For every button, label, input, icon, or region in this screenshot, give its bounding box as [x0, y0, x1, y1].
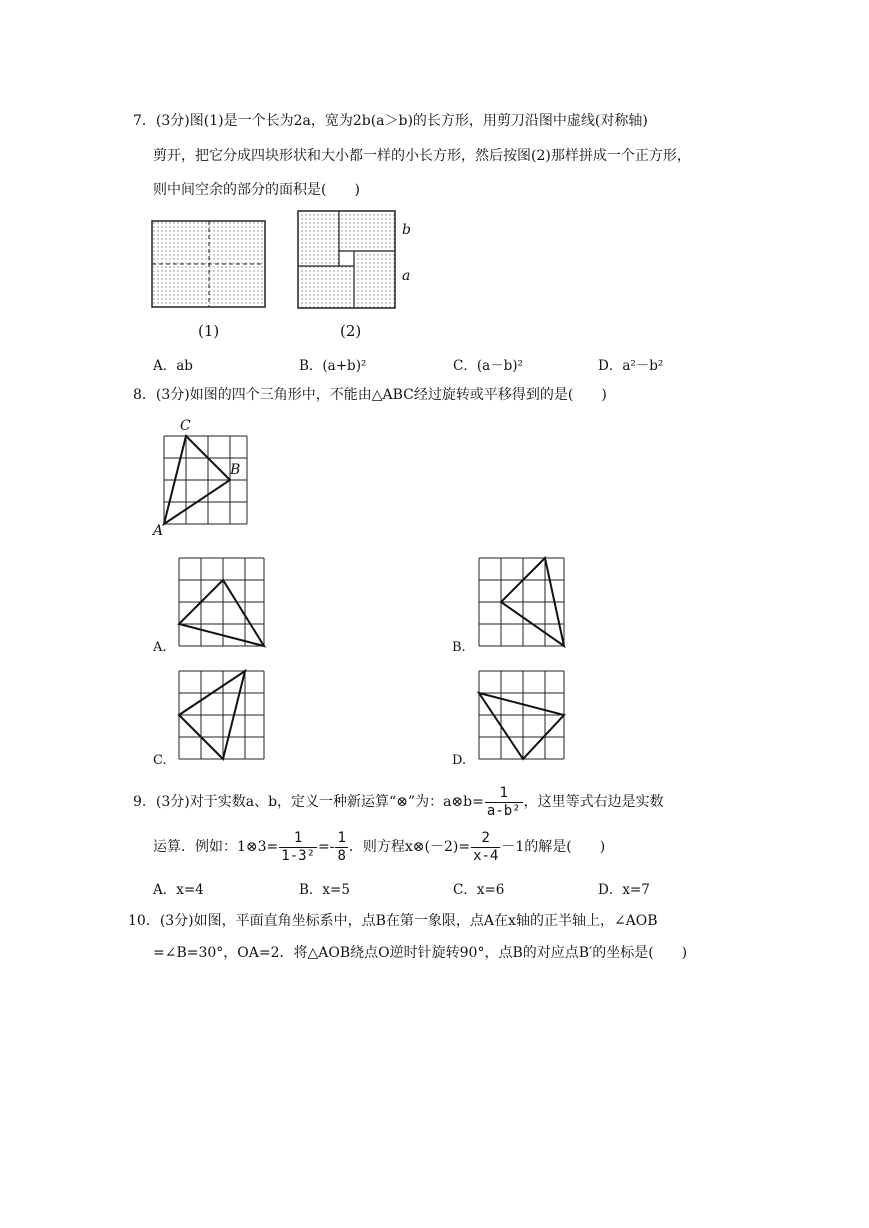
q9-eq-denominator: x-4 [473, 847, 499, 864]
q9-example-result-fraction [335, 830, 347, 865]
q9-line2-mid: ．则方程x⊗(－2)= [348, 839, 471, 855]
q8-line1: 8．(3分)如图的四个三角形中，不能由△ABC经过旋转或平移得到的是( ) [133, 387, 607, 403]
q8-option-d-label: D. [452, 753, 467, 768]
q9-option-b: B．x=5 [299, 882, 350, 898]
q9-line1 [133, 784, 664, 820]
q9-definition-fraction [485, 785, 523, 820]
q9-line2 [153, 829, 605, 865]
q9-line2-pre: 运算．例如：1⊗3= [153, 839, 279, 855]
q9-option-c: C．x=6 [453, 882, 505, 898]
q8-option-c-label: C. [153, 753, 167, 768]
q7-fig1-caption: (1) [198, 322, 220, 340]
q9-option-a: A．x=4 [153, 882, 204, 898]
q9-line2-post: －1的解是( ) [501, 839, 606, 855]
q9-ex2-numerator: 1 [337, 829, 346, 846]
q9-eq-numerator: 2 [471, 830, 500, 848]
q9-def-numerator: 1 [485, 785, 523, 803]
q8-label-b: B [230, 462, 241, 478]
q9-ex-denominator: 1-3² [281, 847, 315, 864]
q7-fig2-caption: (2) [340, 322, 362, 340]
q8-label-a: A [153, 523, 164, 539]
q7-line1: 7．(3分)图(1)是一个长为2a，宽为2b(a＞b)的长方形，用剪刀沿图中虚线(对称轴) [133, 113, 648, 129]
q8-option-a-label: A. [153, 640, 167, 655]
q7-fig2-square [298, 211, 395, 308]
q7-option-b: B．(a+b)² [299, 358, 367, 374]
q7-figures [140, 205, 440, 345]
q9-ex-numerator: 1 [279, 830, 317, 848]
q7-fig1-rectangle [152, 221, 265, 307]
q9-ex-equals: =- [318, 839, 335, 855]
q7-option-d: D．a²－b² [598, 358, 664, 374]
q10-line1: 10．(3分)如图，平面直角坐标系中，点B在第一象限，点A在x轴的正半轴上，∠AOB [128, 913, 658, 929]
q7-option-c: C．(a－b)² [453, 358, 523, 374]
q7-label-a: a [402, 268, 411, 284]
q7-option-a: A．ab [153, 358, 193, 374]
q8-option-a-figure [175, 554, 270, 649]
q8-option-d-figure [475, 667, 570, 762]
q9-line1-pre: 9．(3分)对于实数a、b，定义一种新运算“⊗”为：a⊗b= [133, 794, 484, 810]
q7-label-b: b [402, 222, 411, 238]
q8-abc-figure [150, 418, 260, 540]
q9-ex2-denominator: 8 [337, 847, 346, 864]
q9-option-d: D．x=7 [598, 882, 650, 898]
q7-line3: 则中间空余的部分的面积是( ) [153, 182, 360, 198]
q9-def-denominator: a-b² [486, 802, 521, 819]
q8-label-c: C [180, 418, 191, 434]
q9-equation-fraction [471, 830, 500, 865]
q10-line2: =∠B=30°，OA=2．将△AOB绕点O逆时针旋转90°，点B的对应点B′的坐标是( ) [153, 945, 688, 961]
q8-option-b-figure [475, 554, 570, 649]
q7-line2: 剪开，把它分成四块形状和大小都一样的小长方形，然后按图(2)那样拼成一个正方形， [153, 148, 691, 164]
q8-option-b-label: B. [452, 640, 466, 655]
q8-option-c-figure [175, 667, 270, 762]
q9-example-fraction [279, 830, 317, 865]
q9-line1-post: ，这里等式右边是实数 [523, 794, 664, 810]
